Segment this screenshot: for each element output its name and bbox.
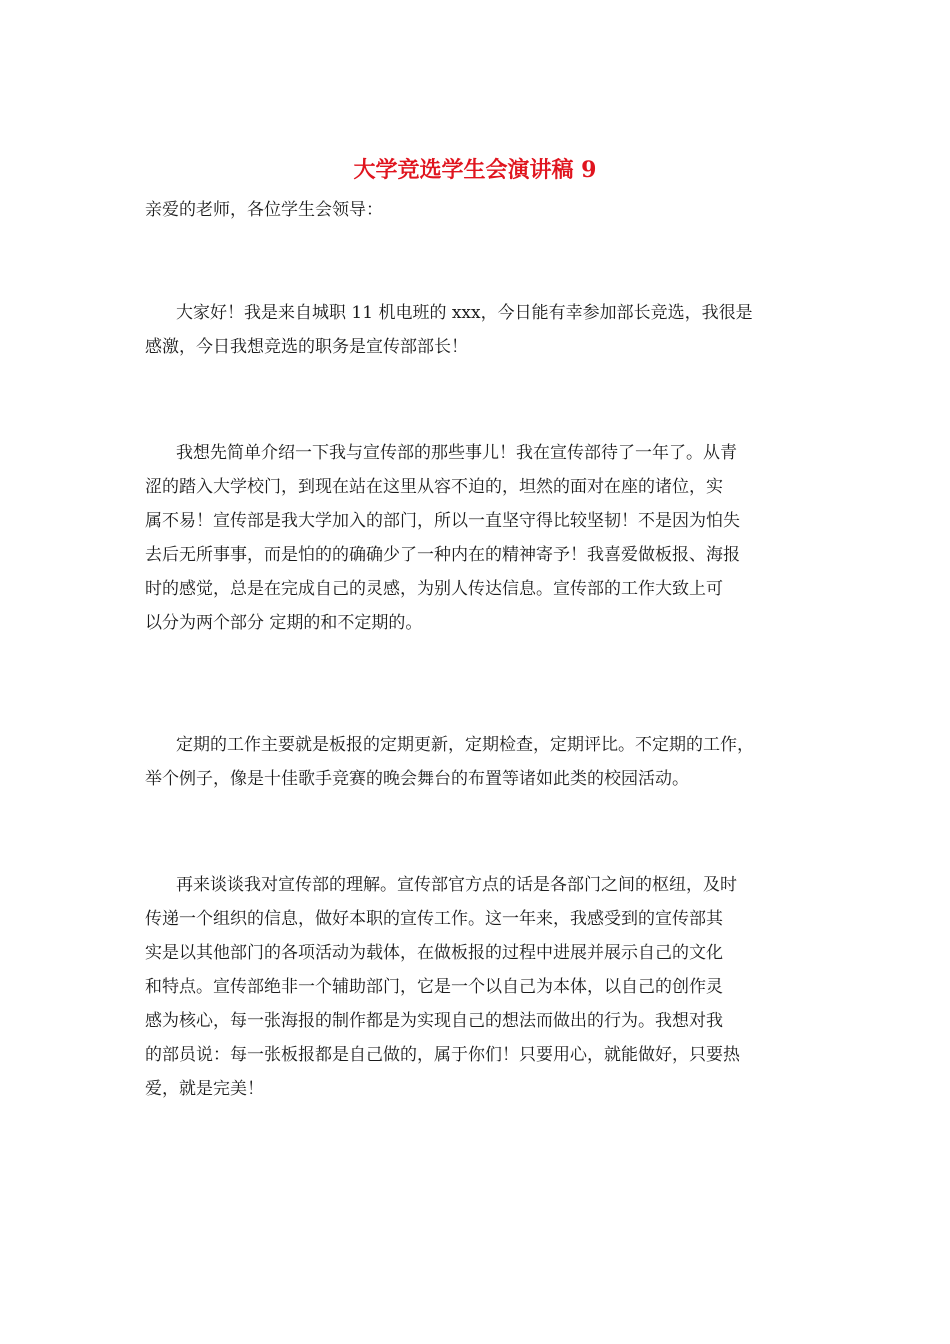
paragraph-line: 去后无所事事，而是怕的的确确少了一种内在的精神寄予！我喜爱做板报、海报: [145, 545, 740, 565]
paragraph-line: 传递一个组织的信息，做好本职的宣传工作。这一年来，我感受到的宣传部其: [145, 909, 723, 929]
paragraph-4: [145, 868, 835, 1106]
paragraph-line: 爱，就是完美！: [145, 1079, 264, 1099]
paragraph-line: 再来谈谈我对宣传部的理解。宣传部官方点的话是各部门之间的枢纽，及时: [176, 875, 737, 895]
paragraph-line: 我想先简单介绍一下我与宣传部的那些事儿！我在宣传部待了一年了。从青: [176, 443, 737, 463]
paragraph-line: 和特点。宣传部绝非一个辅助部门，它是一个以自己为本体，以自己的创作灵: [145, 977, 723, 997]
paragraph-line: 感为核心，每一张海报的制作都是为实现自己的想法而做出的行为。我想对我: [145, 1011, 723, 1031]
paragraph-line: 时的感觉，总是在完成自己的灵感，为别人传达信息。宣传部的工作大致上可: [145, 579, 723, 599]
paragraph-line: 以分为两个部分 定期的和不定期的。: [145, 613, 423, 633]
paragraph-line: 大家好！我是来自城职 11 机电班的 xxx，今日能有幸参加部长竞选，我很是: [176, 303, 753, 323]
salutation: 亲爱的老师，各位学生会领导：: [145, 200, 383, 220]
paragraph-3: [145, 728, 835, 796]
paragraph-1: [145, 296, 835, 364]
paragraph-line: 涩的踏入大学校门，到现在站在这里从容不迫的，坦然的面对在座的诸位，实: [145, 477, 723, 497]
paragraph-line: 定期的工作主要就是板报的定期更新，定期检查，定期评比。不定期的工作，: [176, 735, 754, 755]
document-title: 大学竞选学生会演讲稿 9: [353, 157, 597, 183]
paragraph-2: [145, 436, 835, 640]
paragraph-line: 举个例子，像是十佳歌手竞赛的晚会舞台的布置等诸如此类的校园活动。: [145, 769, 689, 789]
paragraph-line: 实是以其他部门的各项活动为载体，在做板报的过程中进展并展示自己的文化: [145, 943, 723, 963]
paragraph-line: 感激，今日我想竞选的职务是宣传部部长！: [145, 337, 468, 357]
paragraph-line: 属不易！宣传部是我大学加入的部门，所以一直坚守得比较坚韧！不是因为怕失: [145, 511, 740, 531]
paragraph-line: 的部员说：每一张板报都是自己做的，属于你们！只要用心，就能做好，只要热: [145, 1045, 740, 1065]
